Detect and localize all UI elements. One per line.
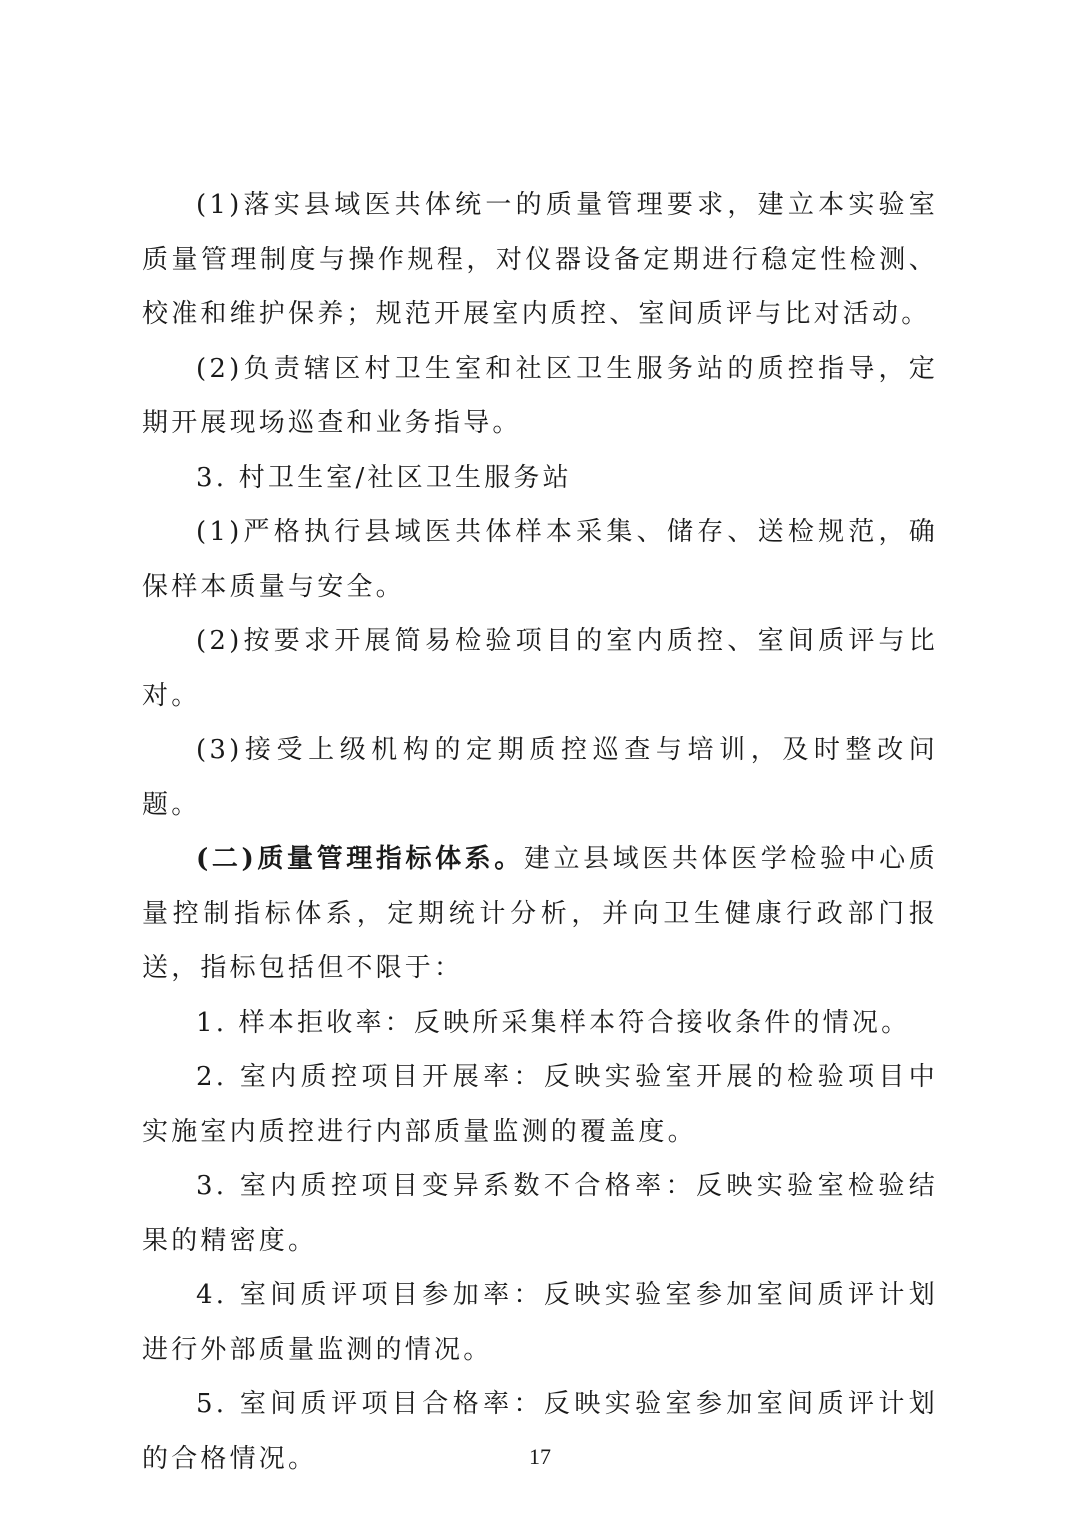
paragraph-indicator-4: 4. 室间质评项目参加率：反映实验室参加室间质评计划进行外部质量监测的情况。: [142, 1280, 938, 1365]
paragraph-county-quality-requirements: (1)落实县域医共体统一的质量管理要求，建立本实验室质量管理制度与操作规程，对仪器设备定期进行稳定性检测、校准和维护保养；规范开展室内质控、室间质评与比对活动。: [142, 190, 938, 329]
page-number: 17: [529, 1444, 551, 1469]
paragraph-indicator-5: 5. 室间质评项目合格率：反映实验室参加室间质评计划的合格情况。: [142, 1389, 938, 1474]
indicator-system-text: 建立县域医共体医学检验中心质量控制指标体系，定期统计分析，并向卫生健康行政部门报送，指标包括但不限于：: [142, 844, 938, 983]
indicator-system-heading: (二)质量管理指标体系。: [196, 844, 524, 874]
paragraph-indicator-system: [142, 832, 938, 996]
paragraph-indicator-3: 3. 室内质控项目变异系数不合格率：反映实验室检验结果的精密度。: [142, 1171, 938, 1256]
paragraph-sample-standards: (1)严格执行县域医共体样本采集、储存、送检规范，确保样本质量与安全。: [142, 517, 938, 602]
document-body: [142, 178, 938, 1486]
section-heading-village-clinic: 3. 村卫生室/社区卫生服务站: [196, 462, 572, 493]
paragraph-village-guidance: (2)负责辖区村卫生室和社区卫生服务站的质控指导，定期开展现场巡查和业务指导。: [142, 353, 938, 438]
paragraph-indicator-1: 1. 样本拒收率：反映所采集样本符合接收条件的情况。: [196, 1007, 911, 1038]
paragraph-accept-inspection: (3)接受上级机构的定期质控巡查与培训，及时整改问题。: [142, 735, 938, 820]
paragraph-simple-tests: (2)按要求开展简易检验项目的室内质控、室间质评与比对。: [142, 626, 938, 711]
paragraph-indicator-2: 2. 室内质控项目开展率：反映实验室开展的检验项目中实施室内质控进行内部质量监测的覆盖度。: [142, 1062, 938, 1147]
